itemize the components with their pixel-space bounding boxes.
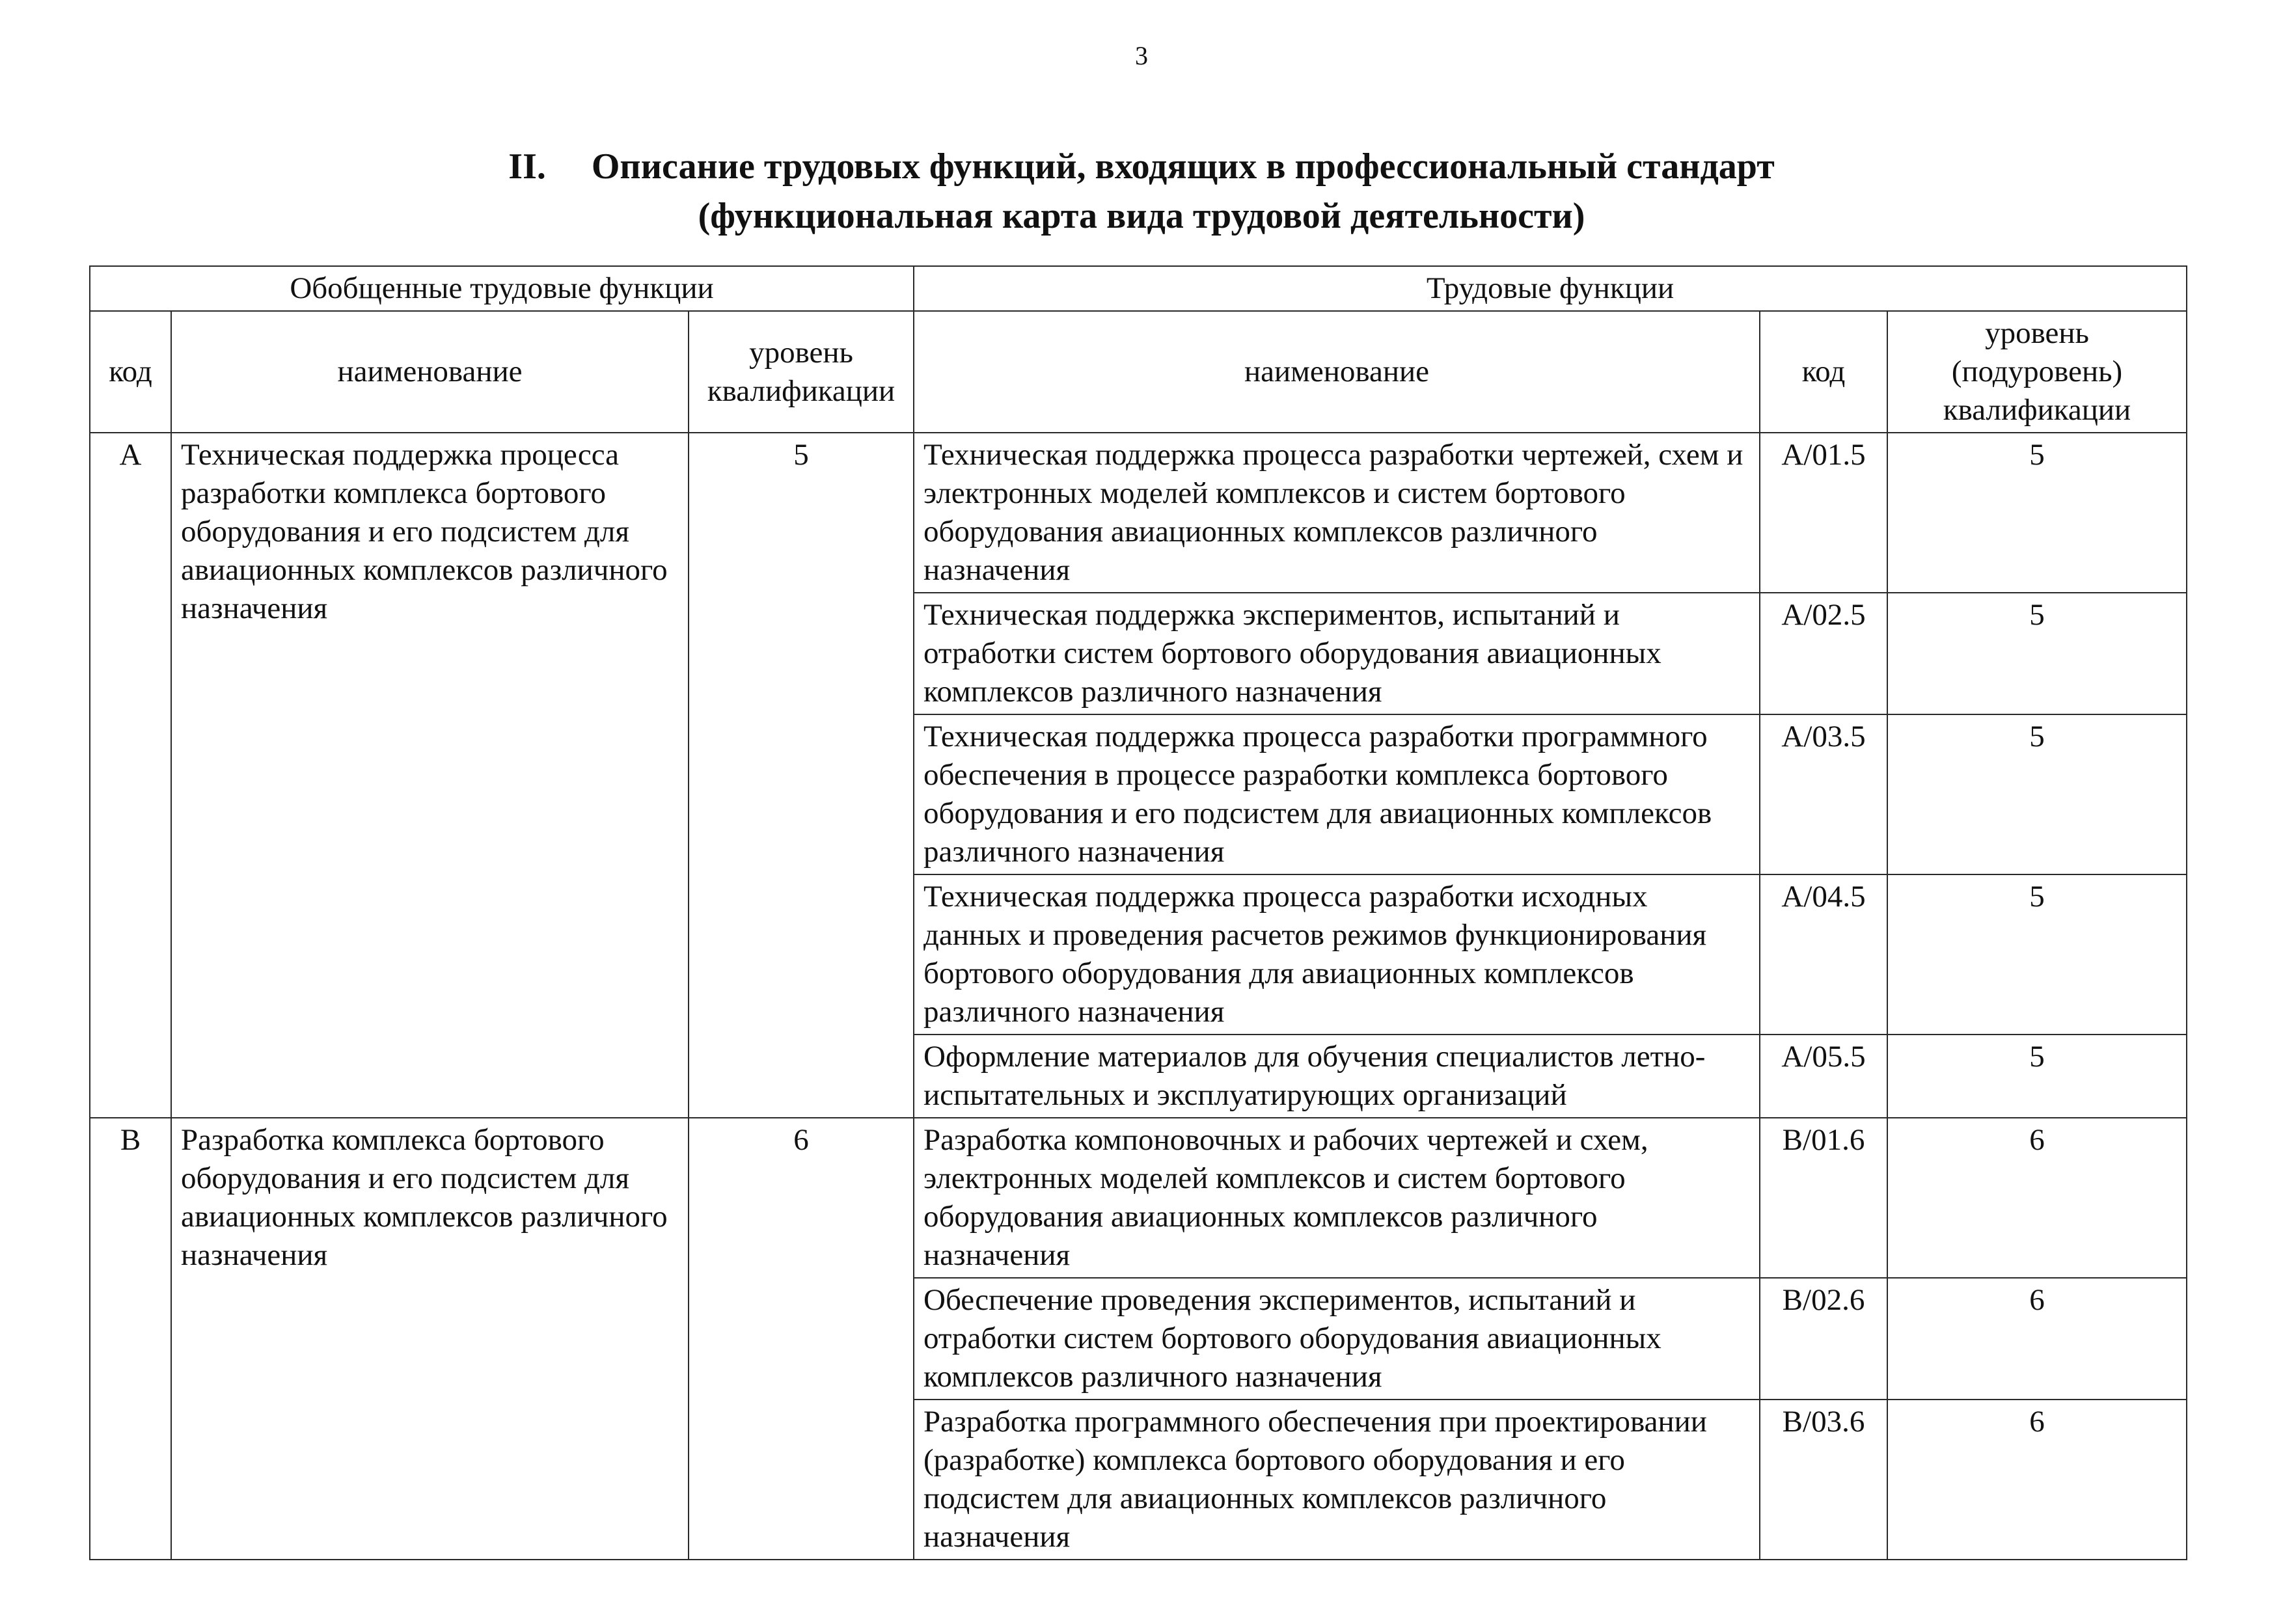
- labor-function-name: Техническая поддержка экспериментов, испытаний и отработки систем бортового оборудования авиационных комплексов различного назначения: [914, 593, 1760, 714]
- labor-functions-header: Трудовые функции: [914, 266, 2187, 311]
- labor-function-level: 5: [1887, 714, 2187, 874]
- labor-function-level: 6: [1887, 1118, 2187, 1278]
- generalized-functions-header: Обобщенные трудовые функции: [90, 266, 914, 311]
- gen-function-level: 5: [689, 433, 914, 1118]
- gen-code-header: код: [90, 311, 171, 433]
- gen-function-code: В: [90, 1118, 171, 1560]
- gen-level-header: уровень квалификации: [689, 311, 914, 433]
- table-row: [90, 433, 2187, 593]
- gen-function-name: Техническая поддержка процесса разработки комплекса бортового оборудования и его подсистем для авиационных комплексов различного назначения: [171, 433, 689, 1118]
- labor-function-level: 5: [1887, 1035, 2187, 1118]
- labor-function-name: Техническая поддержка процесса разработки программного обеспечения в процессе разработки комплекса бортового оборудования и его подсистем для авиационных комплексов различного назначения: [914, 714, 1760, 874]
- section-title: [0, 142, 2283, 241]
- labor-function-level: 6: [1887, 1400, 2187, 1560]
- section-title-line-2: (функциональная карта вида трудовой деятельности): [698, 196, 1585, 236]
- labor-function-level: 5: [1887, 593, 2187, 714]
- func-code-header: код: [1760, 311, 1887, 433]
- labor-function-code: А/03.5: [1760, 714, 1887, 874]
- gen-name-header: наименование: [171, 311, 689, 433]
- gen-function-code: А: [90, 433, 171, 1118]
- table-row: [90, 1118, 2187, 1278]
- labor-function-code: А/05.5: [1760, 1035, 1887, 1118]
- labor-function-level: 6: [1887, 1278, 2187, 1400]
- section-title-text: Описание трудовых функций, входящих в профессиональный стандарт: [591, 146, 1775, 187]
- labor-function-name: Обеспечение проведения экспериментов, испытаний и отработки систем бортового оборудования авиационных комплексов различного назначения: [914, 1278, 1760, 1400]
- functional-map-table: [89, 265, 2187, 1560]
- labor-function-name: Разработка компоновочных и рабочих чертежей и схем, электронных моделей комплексов и систем бортового оборудования авиационных комплексов различного назначения: [914, 1118, 1760, 1278]
- labor-function-code: В/02.6: [1760, 1278, 1887, 1400]
- labor-function-code: В/03.6: [1760, 1400, 1887, 1560]
- gen-function-name: Разработка комплекса бортового оборудования и его подсистем для авиационных комплексов различного назначения: [171, 1118, 689, 1560]
- labor-function-name: Разработка программного обеспечения при проектировании (разработке) комплекса бортового оборудования и его подсистем для авиационных комплексов различного назначения: [914, 1400, 1760, 1560]
- labor-function-level: 5: [1887, 874, 2187, 1035]
- section-numeral: II.: [508, 146, 546, 187]
- labor-function-code: А/02.5: [1760, 593, 1887, 714]
- gen-function-level: 6: [689, 1118, 914, 1560]
- labor-function-code: А/04.5: [1760, 874, 1887, 1035]
- func-name-header: наименование: [914, 311, 1760, 433]
- labor-function-code: В/01.6: [1760, 1118, 1887, 1278]
- labor-function-name: Оформление материалов для обучения специалистов летно-испытательных и эксплуатирующих организаций: [914, 1035, 1760, 1118]
- section-title-line-1: [0, 142, 2283, 191]
- labor-function-name: Техническая поддержка процесса разработки исходных данных и проведения расчетов режимов функционирования бортового оборудования для авиационных комплексов различного назначения: [914, 874, 1760, 1035]
- labor-function-name: Техническая поддержка процесса разработки чертежей, схем и электронных моделей комплексов и систем бортового оборудования авиационных комплексов различного назначения: [914, 433, 1760, 593]
- labor-function-code: А/01.5: [1760, 433, 1887, 593]
- page-number: 3: [1135, 41, 1148, 70]
- func-level-header: уровень (подуровень) квалификации: [1887, 311, 2187, 433]
- labor-function-level: 5: [1887, 433, 2187, 593]
